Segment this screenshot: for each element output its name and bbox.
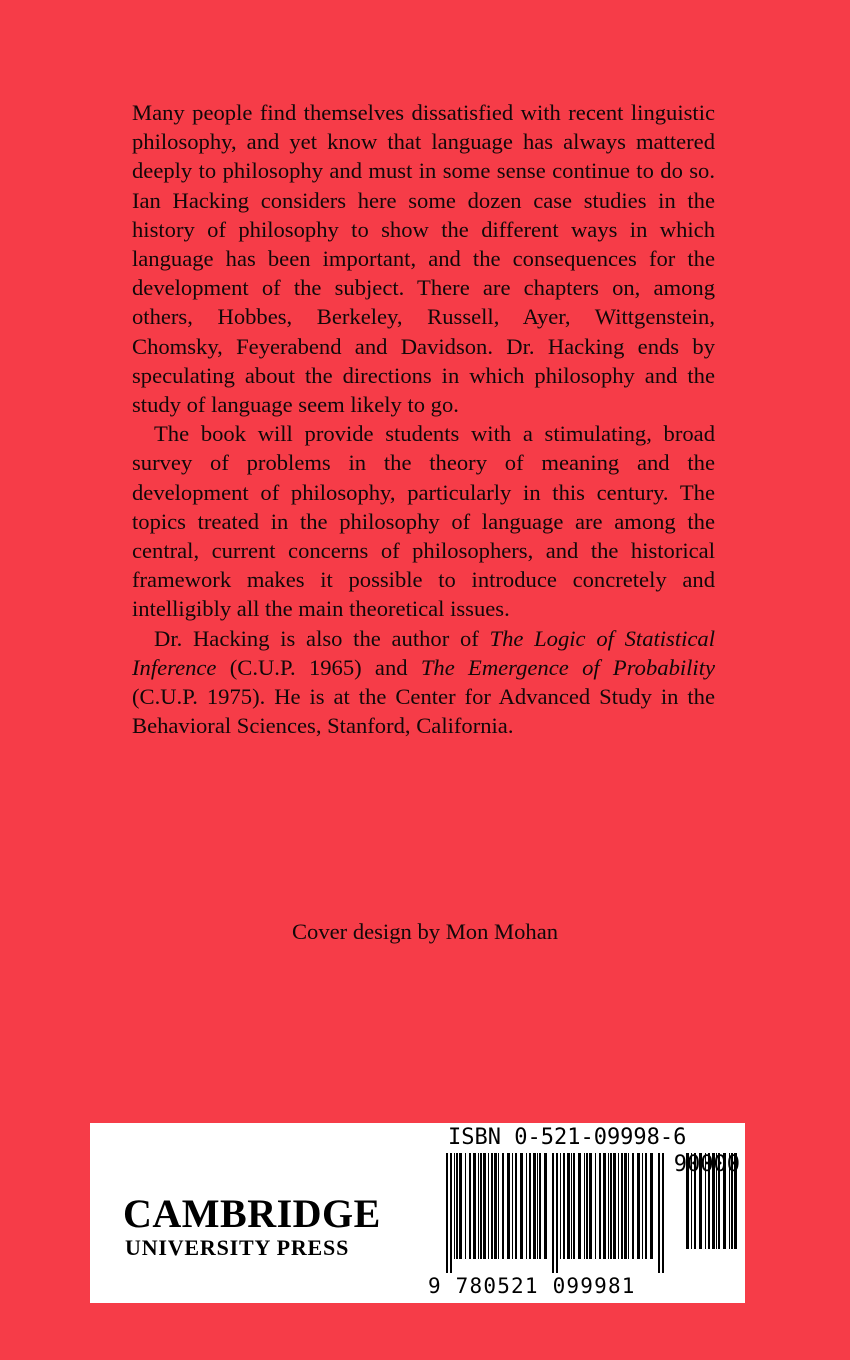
publisher-barcode-panel — [90, 1123, 745, 1303]
blurb-text: (C.U.P. 1965) and — [216, 654, 421, 680]
back-cover-blurb — [132, 98, 715, 740]
blurb-paragraph-2: The book will provide students with a stimulating, broad survey of problems in the theory of meaning and the development of philosophy, particularly in this century. The topics treated in the philosophy of language are among the central, current concerns of philosophers, and the historical framework makes it possible to introduce concretely and intelligibly all the main theoretical issues. — [132, 421, 715, 622]
price-code: 90000 — [673, 1152, 740, 1177]
blurb-paragraph-3 — [132, 624, 715, 741]
publisher-logo — [123, 1193, 381, 1261]
book-title-logic: The Logic of Statistical Inference — [132, 625, 715, 680]
cover-design-credit: Cover design by Mon Mohan — [291, 919, 559, 944]
blurb-paragraph-1: Many people find themselves dissatisfied with recent linguistic philosophy, and yet know that language has always mattered deeply to philosophy and must in some sense continue to do so. Ian Hacking considers here some dozen case studies in the history of philosophy to show the different ways in which language has been important, and the consequences for the development of the subject. There are chapters on, among others, Hobbes, Berkeley, Russell, Ayer, Wittgenstein, Chomsky, Feyerabend and Davidson. Dr. Hacking ends by speculating about the directions in which philosophy and the study of language seem likely to go. — [132, 100, 715, 418]
blurb-text: Dr. Hacking is also the author of — [154, 625, 490, 651]
publisher-subtitle: UNIVERSITY PRESS — [125, 1235, 350, 1260]
isbn-label: ISBN 0-521-09998-6 — [448, 1125, 687, 1150]
publisher-name: CAMBRIDGE — [123, 1191, 381, 1236]
ean-number: 9 780521 099981 — [428, 1274, 636, 1298]
blurb-text: (C.U.P. 1975). He is at the Center for Advanced Study in the Behavioral Sciences, Stanford, California. — [132, 684, 715, 739]
book-title-emergence: The Emergence of Probability — [420, 654, 716, 680]
